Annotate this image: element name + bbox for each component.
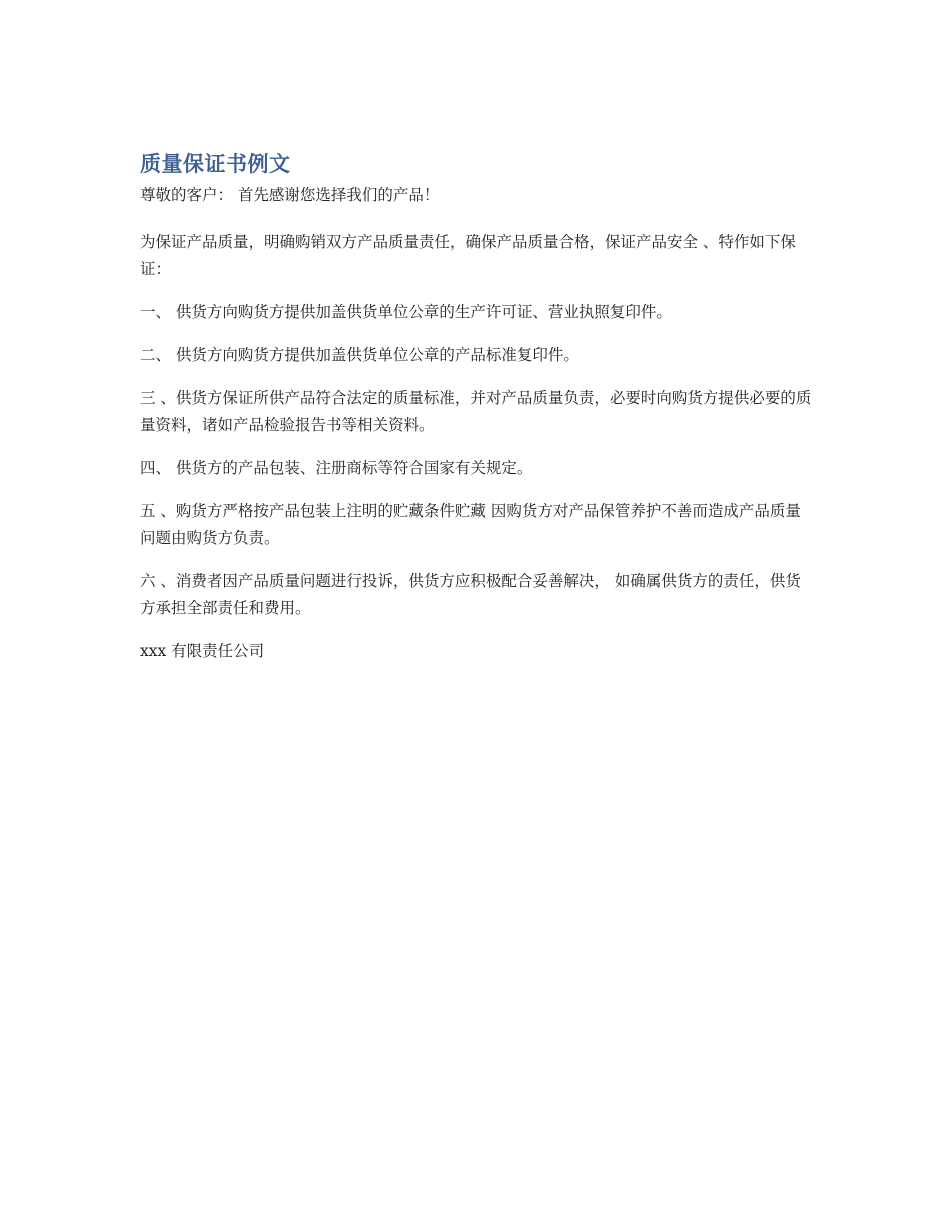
greeting-paragraph: 尊敬的客户： 首先感谢您选择我们的产品！	[140, 186, 440, 204]
guarantee-item-1: 一、 供货方向购货方提供加盖供货单位公章的生产许可证、营业执照复印件。	[140, 303, 672, 321]
guarantee-item-6: 六 、消费者因产品质量问题进行投诉，供货方应积极配合妥善解决， 如确属供货方的责任，供货方承担全部责任和费用。	[140, 572, 801, 617]
company-signature: xxx 有限责任公司	[140, 642, 265, 660]
guarantee-item-3: 三 、供货方保证所供产品符合法定的质量标准，并对产品质量负责，必要时向购货方提供必要的质量资料，诸如产品检验报告书等相关资料。	[140, 389, 812, 434]
document-title: 质量保证书例文	[140, 152, 291, 176]
guarantee-item-4: 四、 供货方的产品包装、注册商标等符合国家有关规定。	[140, 459, 533, 477]
intro-paragraph: 为保证产品质量，明确购销双方产品质量责任，确保产品质量合格，保证产品安全 、特作如下保证：	[140, 233, 796, 278]
document-body	[140, 150, 812, 681]
guarantee-item-2: 二、 供货方向购货方提供加盖供货单位公章的产品标准复印件。	[140, 346, 579, 364]
guarantee-item-5: 五 、购货方严格按产品包装上注明的贮藏条件贮藏 因购货方对产品保管养护不善而造成产品质量问题由购货方负责。	[140, 502, 801, 547]
